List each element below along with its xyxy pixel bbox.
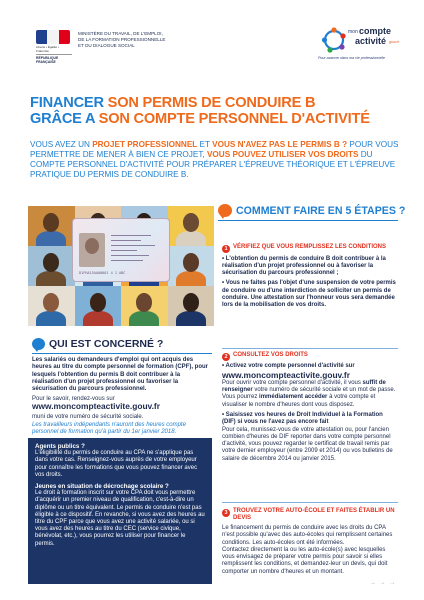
comment-heading: COMMENT FAIRE EN 5 ÉTAPES ? — [218, 204, 405, 217]
divider — [222, 502, 398, 503]
qui-heading: QUI EST CONCERNÉ ? — [32, 338, 163, 350]
divider — [218, 220, 398, 221]
divider — [32, 353, 212, 354]
portrait-image — [168, 246, 215, 286]
intro-text: VOUS AVEZ UN PROJET PROFESSIONNEL ET VOUS N'AVEZ PAS LE PERMIS B ? POUR VOUS PERMETTRE DE MENER À BIEN CE PROJET, VOUS POUVEZ UTILISER VOS DROITS DU COMPTE PERSONNEL D'ACTIVITÉ POUR PRÉPARER L'ÉPREUVE THÉORIQUE ET L'ÉPREUVE PRATIQUE DU PERMIS DE CONDUIRE B. — [30, 140, 399, 179]
portrait-image — [168, 206, 215, 246]
qui-note: Les travailleurs indépendants n'auront des heures compte personnel de formation qu'à partir du 1er janvier 2018. — [32, 422, 186, 436]
republic-name: RÉPUBLIQUE FRANÇAISE — [36, 54, 72, 64]
portrait-image — [75, 286, 122, 326]
step-3: 3 TROUVEZ VOTRE AUTO-ÉCOLE ET FAITES ÉTABLIR UN DEVIS Le financement du permis de conduire avec les droits du CPA n'est possible qu'avec des auto-écoles qui remplissent certaines conditions. Les auto-écoles ont été informées. Contactez directement la ou les auto-école(s) avec lesquelles vous envisagez de préparer votre permis pour savoir si elles remplissent les conditions, et demandez-leur un devis, qui doit comporter un nombre d'heures et un montant. — [222, 508, 398, 576]
portrait-image — [28, 246, 75, 286]
step-url-link[interactable]: www.moncompteactivite.gouv.fr — [222, 369, 350, 380]
step-number-badge: 3 — [222, 509, 230, 517]
page-title: FINANCER SON PERMIS DE CONDUIRE B GRÂCE A SON COMPTE PERSONNEL D'ACTIVITÉ — [30, 95, 370, 127]
next-page-arrows-icon: → → → — [370, 580, 397, 586]
step-title: CONSULTEZ VOS DROITS — [233, 352, 308, 358]
moncompteactivite-logo: mon compte activité .gouv.fr Pour avancer dans ma vie professionnelle — [318, 26, 400, 60]
step-title: VÉRIFIEZ QUE VOUS REMPLISSEZ LES CONDITIONS — [233, 244, 387, 250]
qui-para2: Pour le savoir, rendez-vous sur — [32, 396, 115, 402]
portrait-image — [28, 206, 75, 246]
portrait-image — [121, 286, 168, 326]
portrait-image — [28, 286, 75, 326]
republic-motto: Liberté • Égalité • Fraternité — [36, 45, 59, 53]
info-box: Agents publics ? L'éligibilité du permis de conduire au CPA ne s'applique pas dans votre cas. Renseignez-vous auprès de votre employeur pour connaître les formations que vous pouvez financer avec vos droits. Jeunes en situation de décrochage scolaire ? Le droit à formation inscrit sur votre CPA doit vous permettre d'acquérir un premier niveau de qualification, c'est-à-dire un diplôme ou un titre équivalent. Le permis de conduire n'est pas éligible à ce dispositif. En revanche, si vous avez des heures au titre du CPF parce que vous avez une activité salariée, ou si vous avez des heures au titre du CEC (service civique, bénévolat, etc.), vous pourrez les utiliser pour financer le permis. — [28, 438, 212, 584]
qui-para1: Les salariés ou demandeurs d'emploi qui ont acquis des heures au titre du compte personnel de formation (CPF), pour lesquels l'obtention du permis B doit contribuer à la réalisation d'un projet professionnel ou favoriser la sécurisation du parcours professionnel. — [32, 357, 209, 393]
card-mrz: D1FRA15AA00001 4 1 ABC — [79, 271, 126, 275]
step-1: 1 VÉRIFIEZ QUE VOUS REMPLISSEZ LES CONDITIONS • L'obtention du permis de conduire B doit contribuer à la réalisation d'un projet professionnel ou à favoriser la sécurisation du parcours professionnel ; • Vous ne faites pas l'objet d'une suspension de votre permis de conduire ou d'une interdiction de solliciter un permis de conduire. Une attestation sur l'honneur vous sera demandée lors de la mobilisation de vos droits. — [222, 244, 396, 309]
step-number-badge: 2 — [222, 353, 230, 361]
driving-licence-card-image — [72, 218, 170, 282]
cpa-logo-icon — [321, 26, 347, 54]
ministry-name: MINISTÈRE DU TRAVAIL, DE L'EMPLOI, DE LA FORMATION PROFESSIONNELLE ET DU DIALOGUE SOCIAL — [78, 31, 166, 48]
people-collage-image — [28, 206, 214, 326]
step-2: 2 CONSULTEZ VOS DROITS • Activez votre compte personnel d'activité sur www.moncompteactivite.gouv.fr Pour ouvrir votre compte personnel d'activité, il vous suffit de renseigner votre numéro de sécurité sociale et un mot de passe. Vous pourrez immédiatement accéder à votre compte et visualiser le nombre d'heures dont vous disposez. • Saisissez vos heures de Droit Individuel à la Formation (DIF) si vous ne l'avez pas encore fait Pour cela, munissez-vous de votre attestation ou, pour l'ancien combien d'heures de DIF reporter dans votre compte personnel d'activité, vous pouvez regarder le certificat de travail remis par votre dernier employeur (entre 2009 et 2014) ou vos bulletins de salaire de décembre 2014 ou janvier 2015. — [222, 352, 398, 463]
republique-logo — [36, 30, 72, 64]
qui-para3: muni de votre numéro de sécurité sociale. — [32, 414, 144, 420]
divider — [222, 348, 398, 349]
step-number-badge: 1 — [222, 245, 230, 253]
portrait-image — [168, 286, 215, 326]
step-title: TROUVEZ VOTRE AUTO-ÉCOLE ET FAITES ÉTABLIR UN DEVIS — [233, 508, 395, 521]
qui-url-link[interactable]: www.moncompteactivite.gouv.fr — [32, 401, 160, 411]
speech-bubble-icon — [218, 204, 232, 217]
speech-bubble-icon — [32, 338, 45, 350]
french-flag-icon — [36, 30, 70, 44]
